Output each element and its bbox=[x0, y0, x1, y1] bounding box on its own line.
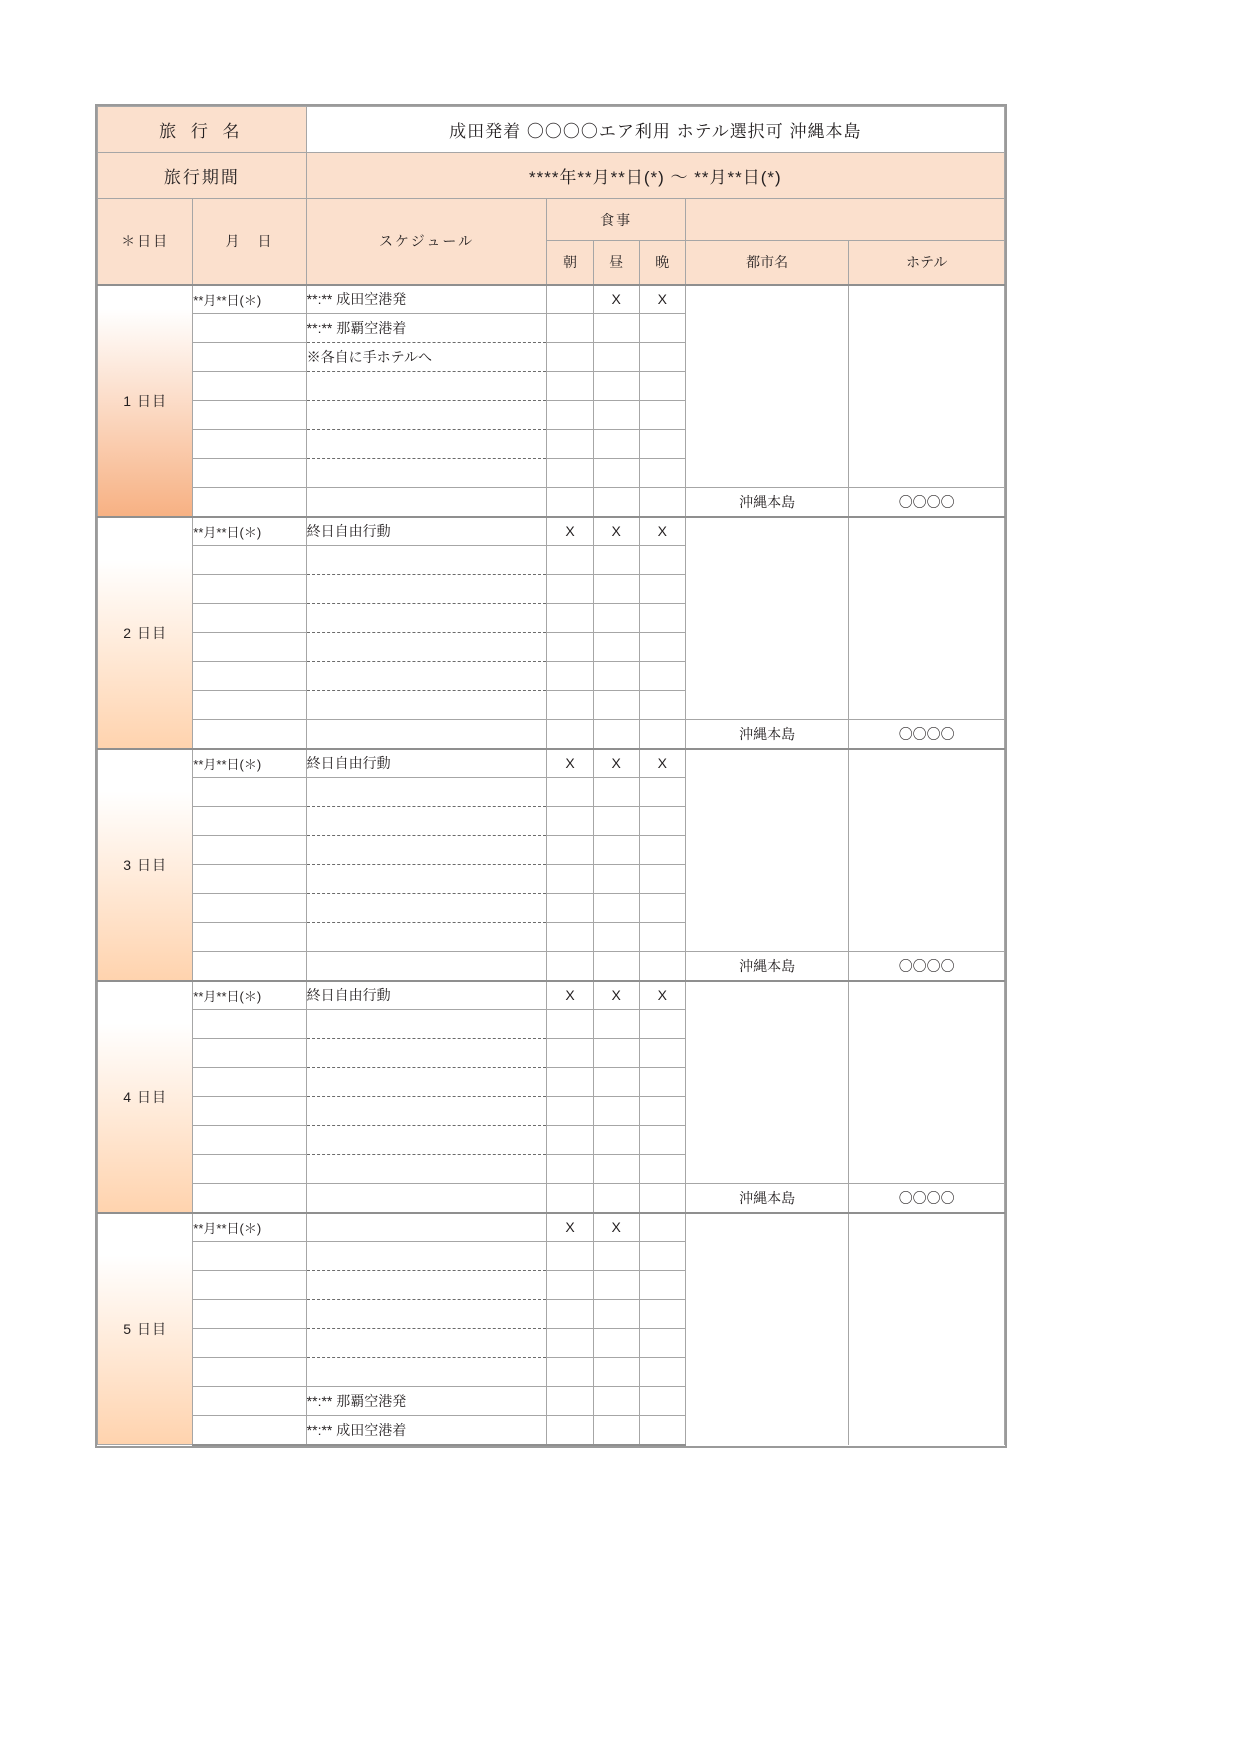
date-value: **月**日(＊) bbox=[193, 1213, 306, 1242]
date-filler bbox=[193, 401, 306, 430]
date-filler bbox=[193, 343, 306, 372]
meal-dinner bbox=[639, 575, 685, 604]
date-value: **月**日(＊) bbox=[193, 749, 306, 778]
meal-dinner bbox=[639, 1329, 685, 1358]
meal-breakfast bbox=[547, 430, 593, 459]
date-filler bbox=[193, 430, 306, 459]
hotel-value bbox=[849, 981, 1005, 1184]
meal-dinner bbox=[639, 1300, 685, 1329]
schedule-line bbox=[306, 1010, 547, 1039]
itinerary-table bbox=[97, 106, 1005, 1446]
date-filler bbox=[193, 662, 306, 691]
meal-dinner bbox=[639, 1416, 685, 1445]
meal-dinner bbox=[639, 343, 685, 372]
schedule-line bbox=[306, 372, 547, 401]
meal-breakfast bbox=[547, 894, 593, 923]
meal-breakfast: X bbox=[547, 749, 593, 778]
meal-lunch bbox=[593, 1358, 639, 1387]
meal-breakfast bbox=[547, 923, 593, 952]
meal-dinner bbox=[639, 807, 685, 836]
meal-breakfast bbox=[547, 546, 593, 575]
hotel-value bbox=[849, 749, 1005, 952]
meal-dinner bbox=[639, 401, 685, 430]
meal-dinner bbox=[639, 778, 685, 807]
table-row bbox=[98, 952, 1005, 981]
date-filler bbox=[193, 1155, 306, 1184]
meal-breakfast bbox=[547, 691, 593, 720]
date-filler bbox=[193, 865, 306, 894]
meal-dinner bbox=[639, 691, 685, 720]
meal-lunch bbox=[593, 923, 639, 952]
meal-lunch bbox=[593, 1097, 639, 1126]
meal-dinner: X bbox=[639, 981, 685, 1010]
meal-lunch bbox=[593, 1155, 639, 1184]
schedule-line bbox=[306, 778, 547, 807]
col-city: 都市名 bbox=[685, 241, 849, 285]
hotel-value bbox=[849, 1213, 1005, 1445]
meal-dinner bbox=[639, 1126, 685, 1155]
meal-dinner bbox=[639, 662, 685, 691]
meal-lunch: X bbox=[593, 285, 639, 314]
trip-name-label: 旅 行 名 bbox=[98, 107, 307, 153]
day-label: 3 日目 bbox=[98, 749, 193, 981]
meal-breakfast bbox=[547, 459, 593, 488]
date-filler bbox=[193, 894, 306, 923]
meal-dinner bbox=[639, 488, 685, 517]
date-filler bbox=[193, 633, 306, 662]
hotel-value: 〇〇〇〇 bbox=[849, 488, 1005, 517]
meal-lunch bbox=[593, 1271, 639, 1300]
itinerary-sheet bbox=[95, 104, 1007, 1448]
city-value bbox=[685, 285, 849, 488]
col-place-blank bbox=[685, 199, 1004, 241]
meal-lunch bbox=[593, 1039, 639, 1068]
schedule-line bbox=[306, 1271, 547, 1300]
day-label: 2 日目 bbox=[98, 517, 193, 749]
meal-lunch: X bbox=[593, 981, 639, 1010]
date-filler bbox=[193, 720, 306, 749]
schedule-line bbox=[306, 952, 547, 981]
schedule-line bbox=[306, 546, 547, 575]
meal-dinner bbox=[639, 1358, 685, 1387]
meal-dinner: X bbox=[639, 517, 685, 546]
date-filler bbox=[193, 1387, 306, 1416]
city-value bbox=[685, 749, 849, 952]
schedule-line bbox=[306, 430, 547, 459]
meal-lunch bbox=[593, 1416, 639, 1445]
meal-lunch bbox=[593, 546, 639, 575]
date-filler bbox=[193, 314, 306, 343]
schedule-line bbox=[306, 807, 547, 836]
hotel-value: 〇〇〇〇 bbox=[849, 720, 1005, 749]
meal-breakfast bbox=[547, 575, 593, 604]
meal-breakfast bbox=[547, 343, 593, 372]
meal-breakfast bbox=[547, 1387, 593, 1416]
meal-breakfast bbox=[547, 633, 593, 662]
table-row bbox=[98, 285, 1005, 314]
meal-dinner bbox=[639, 459, 685, 488]
date-filler bbox=[193, 1039, 306, 1068]
city-value: 沖縄本島 bbox=[685, 1184, 849, 1213]
date-filler bbox=[193, 488, 306, 517]
table-row bbox=[98, 517, 1005, 546]
schedule-line bbox=[306, 1329, 547, 1358]
date-filler bbox=[193, 372, 306, 401]
meal-dinner bbox=[639, 1242, 685, 1271]
date-filler bbox=[193, 1097, 306, 1126]
table-row bbox=[98, 488, 1005, 517]
meal-lunch bbox=[593, 575, 639, 604]
table-row bbox=[98, 1213, 1005, 1242]
schedule-line bbox=[306, 1300, 547, 1329]
hotel-value bbox=[849, 517, 1005, 720]
table-row bbox=[98, 981, 1005, 1010]
table-row bbox=[98, 720, 1005, 749]
meal-breakfast bbox=[547, 314, 593, 343]
meal-lunch bbox=[593, 720, 639, 749]
date-filler bbox=[193, 546, 306, 575]
meal-breakfast bbox=[547, 488, 593, 517]
meal-lunch: X bbox=[593, 749, 639, 778]
meal-lunch bbox=[593, 1184, 639, 1213]
meal-breakfast bbox=[547, 807, 593, 836]
schedule-line bbox=[306, 604, 547, 633]
meal-breakfast bbox=[547, 662, 593, 691]
col-schedule: スケジュール bbox=[306, 199, 547, 285]
meal-breakfast bbox=[547, 836, 593, 865]
meal-dinner bbox=[639, 1155, 685, 1184]
col-date: 月 日 bbox=[193, 199, 306, 285]
meal-breakfast bbox=[547, 285, 593, 314]
schedule-line bbox=[306, 1358, 547, 1387]
schedule-line: **:** 成田空港着 bbox=[306, 1416, 547, 1445]
meal-lunch bbox=[593, 1068, 639, 1097]
date-value: **月**日(＊) bbox=[193, 981, 306, 1010]
meal-lunch bbox=[593, 604, 639, 633]
meal-lunch bbox=[593, 894, 639, 923]
meal-dinner bbox=[639, 546, 685, 575]
date-filler bbox=[193, 778, 306, 807]
meal-lunch bbox=[593, 459, 639, 488]
meal-breakfast bbox=[547, 778, 593, 807]
date-filler bbox=[193, 604, 306, 633]
meal-breakfast bbox=[547, 1242, 593, 1271]
meal-dinner: X bbox=[639, 285, 685, 314]
schedule-line: ※各自に手ホテルへ bbox=[306, 343, 547, 372]
meal-breakfast bbox=[547, 865, 593, 894]
meal-breakfast bbox=[547, 1184, 593, 1213]
meal-lunch bbox=[593, 488, 639, 517]
meal-breakfast bbox=[547, 372, 593, 401]
meal-lunch bbox=[593, 1329, 639, 1358]
table-row bbox=[98, 1184, 1005, 1213]
meal-dinner bbox=[639, 1184, 685, 1213]
schedule-line bbox=[306, 401, 547, 430]
col-day: ＊日目 bbox=[98, 199, 193, 285]
meal-breakfast bbox=[547, 1010, 593, 1039]
schedule-line bbox=[306, 459, 547, 488]
schedule-line bbox=[306, 662, 547, 691]
meal-dinner bbox=[639, 894, 685, 923]
meal-breakfast bbox=[547, 1416, 593, 1445]
schedule-line bbox=[306, 691, 547, 720]
meal-breakfast bbox=[547, 1097, 593, 1126]
meal-breakfast bbox=[547, 1358, 593, 1387]
meal-lunch: X bbox=[593, 517, 639, 546]
meal-breakfast bbox=[547, 1271, 593, 1300]
schedule-line bbox=[306, 1155, 547, 1184]
meal-breakfast bbox=[547, 1329, 593, 1358]
meal-dinner bbox=[639, 633, 685, 662]
date-filler bbox=[193, 1416, 306, 1445]
meal-lunch bbox=[593, 1300, 639, 1329]
col-meals: 食事 bbox=[547, 199, 685, 241]
date-filler bbox=[193, 1126, 306, 1155]
col-lunch: 昼 bbox=[593, 241, 639, 285]
trip-period-value: ****年**月**日(*) ～ **月**日(*) bbox=[306, 153, 1004, 199]
meal-breakfast bbox=[547, 720, 593, 749]
schedule-line bbox=[306, 633, 547, 662]
trip-name-value: 成田発着 〇〇〇〇エア利用 ホテル選択可 沖縄本島 bbox=[306, 107, 1004, 153]
meal-breakfast bbox=[547, 1068, 593, 1097]
schedule-line: 終日自由行動 bbox=[306, 749, 547, 778]
meal-lunch bbox=[593, 314, 639, 343]
meal-dinner bbox=[639, 865, 685, 894]
date-filler bbox=[193, 1358, 306, 1387]
city-value bbox=[685, 981, 849, 1184]
schedule-line: 終日自由行動 bbox=[306, 981, 547, 1010]
date-filler bbox=[193, 1329, 306, 1358]
meal-lunch bbox=[593, 1387, 639, 1416]
meal-breakfast bbox=[547, 1126, 593, 1155]
meal-lunch bbox=[593, 343, 639, 372]
meal-lunch: X bbox=[593, 1213, 639, 1242]
schedule-line: **:** 那覇空港着 bbox=[306, 314, 547, 343]
meal-lunch bbox=[593, 691, 639, 720]
date-filler bbox=[193, 923, 306, 952]
day-label: 4 日目 bbox=[98, 981, 193, 1213]
column-header-row-top bbox=[98, 199, 1005, 241]
meal-lunch bbox=[593, 807, 639, 836]
meal-lunch bbox=[593, 836, 639, 865]
hotel-value: 〇〇〇〇 bbox=[849, 1184, 1005, 1213]
meal-dinner bbox=[639, 430, 685, 459]
meal-breakfast bbox=[547, 1300, 593, 1329]
day-label: 1 日目 bbox=[98, 285, 193, 517]
schedule-line bbox=[306, 1184, 547, 1213]
meal-dinner bbox=[639, 952, 685, 981]
hotel-value: 〇〇〇〇 bbox=[849, 952, 1005, 981]
meal-dinner bbox=[639, 1010, 685, 1039]
meal-dinner bbox=[639, 314, 685, 343]
meal-lunch bbox=[593, 633, 639, 662]
meal-breakfast: X bbox=[547, 1213, 593, 1242]
date-filler bbox=[193, 691, 306, 720]
col-hotel: ホテル bbox=[849, 241, 1005, 285]
meal-lunch bbox=[593, 662, 639, 691]
meal-dinner bbox=[639, 1039, 685, 1068]
meal-breakfast bbox=[547, 952, 593, 981]
meal-dinner bbox=[639, 1271, 685, 1300]
schedule-line bbox=[306, 923, 547, 952]
meal-lunch bbox=[593, 1126, 639, 1155]
schedule-line: **:** 那覇空港発 bbox=[306, 1387, 547, 1416]
city-value bbox=[685, 1213, 849, 1445]
meal-breakfast: X bbox=[547, 517, 593, 546]
schedule-line bbox=[306, 1213, 547, 1242]
meal-breakfast bbox=[547, 1039, 593, 1068]
schedule-line bbox=[306, 865, 547, 894]
meal-breakfast bbox=[547, 401, 593, 430]
schedule-line bbox=[306, 575, 547, 604]
meal-breakfast: X bbox=[547, 981, 593, 1010]
schedule-line bbox=[306, 1068, 547, 1097]
date-filler bbox=[193, 459, 306, 488]
meal-dinner bbox=[639, 604, 685, 633]
date-filler bbox=[193, 575, 306, 604]
meal-dinner bbox=[639, 836, 685, 865]
meal-lunch bbox=[593, 401, 639, 430]
city-value: 沖縄本島 bbox=[685, 720, 849, 749]
hotel-value bbox=[849, 285, 1005, 488]
date-filler bbox=[193, 1242, 306, 1271]
meal-dinner bbox=[639, 372, 685, 401]
schedule-line bbox=[306, 488, 547, 517]
date-filler bbox=[193, 1184, 306, 1213]
meal-lunch bbox=[593, 952, 639, 981]
date-filler bbox=[193, 1271, 306, 1300]
col-breakfast: 朝 bbox=[547, 241, 593, 285]
meal-dinner bbox=[639, 1097, 685, 1126]
date-filler bbox=[193, 807, 306, 836]
date-value: **月**日(＊) bbox=[193, 285, 306, 314]
schedule-line bbox=[306, 1039, 547, 1068]
meal-dinner bbox=[639, 1387, 685, 1416]
schedule-line: 終日自由行動 bbox=[306, 517, 547, 546]
meal-dinner bbox=[639, 720, 685, 749]
date-filler bbox=[193, 1300, 306, 1329]
date-filler bbox=[193, 1010, 306, 1039]
meal-dinner: X bbox=[639, 749, 685, 778]
table-row bbox=[98, 749, 1005, 778]
meal-breakfast bbox=[547, 1155, 593, 1184]
meal-dinner bbox=[639, 1068, 685, 1097]
trip-name-row bbox=[98, 107, 1005, 153]
schedule-line: **:** 成田空港発 bbox=[306, 285, 547, 314]
meal-lunch bbox=[593, 372, 639, 401]
meal-dinner bbox=[639, 923, 685, 952]
day-label: 5 日目 bbox=[98, 1213, 193, 1445]
meal-lunch bbox=[593, 430, 639, 459]
meal-lunch bbox=[593, 1010, 639, 1039]
schedule-line bbox=[306, 1242, 547, 1271]
date-filler bbox=[193, 836, 306, 865]
col-dinner: 晩 bbox=[639, 241, 685, 285]
meal-breakfast bbox=[547, 604, 593, 633]
date-value: **月**日(＊) bbox=[193, 517, 306, 546]
meal-lunch bbox=[593, 865, 639, 894]
schedule-line bbox=[306, 1097, 547, 1126]
trip-period-row bbox=[98, 153, 1005, 199]
city-value bbox=[685, 517, 849, 720]
city-value: 沖縄本島 bbox=[685, 488, 849, 517]
schedule-line bbox=[306, 1126, 547, 1155]
schedule-line bbox=[306, 836, 547, 865]
date-filler bbox=[193, 952, 306, 981]
date-filler bbox=[193, 1068, 306, 1097]
meal-lunch bbox=[593, 778, 639, 807]
meal-dinner bbox=[639, 1213, 685, 1242]
schedule-line bbox=[306, 720, 547, 749]
trip-period-label: 旅行期間 bbox=[98, 153, 307, 199]
meal-lunch bbox=[593, 1242, 639, 1271]
city-value: 沖縄本島 bbox=[685, 952, 849, 981]
schedule-line bbox=[306, 894, 547, 923]
